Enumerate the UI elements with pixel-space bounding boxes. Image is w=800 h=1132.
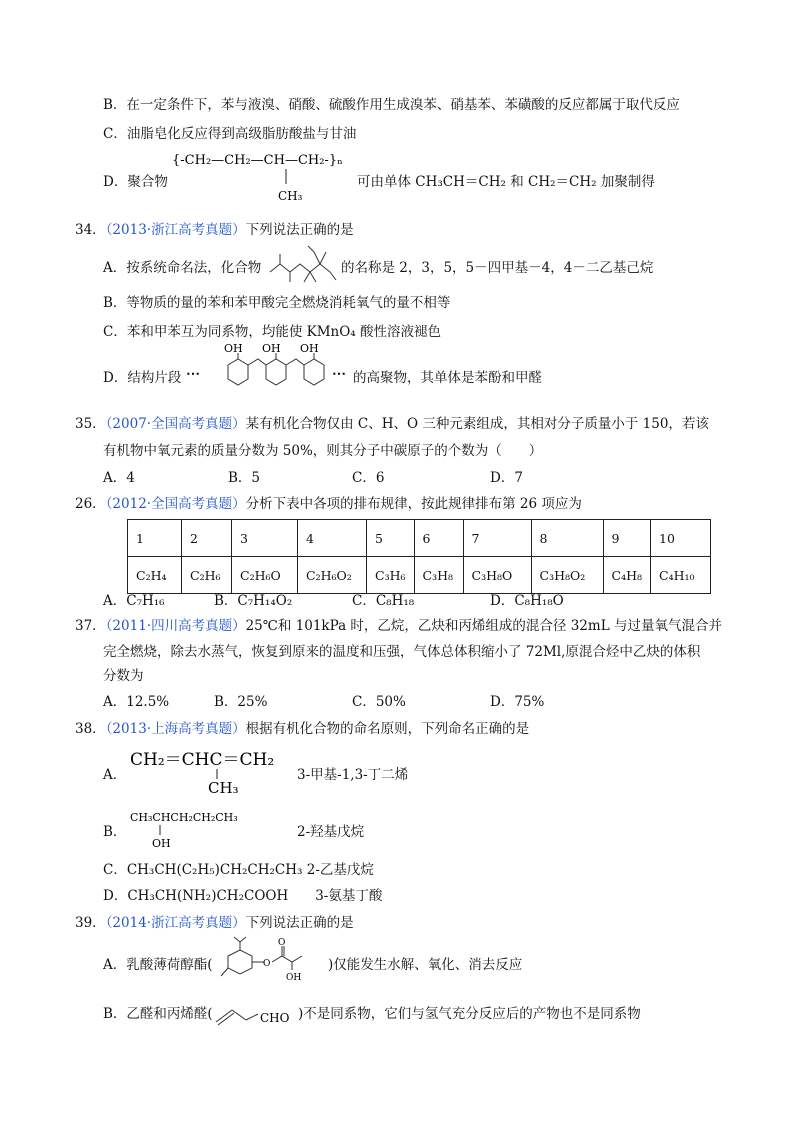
q38-option-a-label: A． <box>103 767 127 783</box>
table-cell: 10 <box>651 520 711 557</box>
table-cell: 4 <box>298 520 367 557</box>
q38-stem-text: 根据有机化合物的命名原则，下列命名正确的是 <box>245 721 530 737</box>
pentanol-structure <box>128 807 258 853</box>
q26-stem <box>75 494 582 514</box>
q26-option-c: C．C₈H₁₈ <box>352 593 415 609</box>
q34-option-a-suffix: 的名称是 2，3，5，5－四甲基－4，4－二乙基己烷 <box>341 260 654 276</box>
q38-source: （2013·上海高考真题） <box>105 721 246 737</box>
table-row-formula <box>128 557 711 594</box>
q26-stem-text: 分析下表中各项的排布规律，按此规律排布第 26 项应为 <box>245 496 582 512</box>
q33-option-c: C．油脂皂化反应得到高级脂肪酸盐与甘油 <box>103 126 357 142</box>
butadiene-formula: CH₂＝CHC＝CH₂ <box>130 750 275 770</box>
q38-option-a-name: 3-甲基-1,3-丁二烯 <box>297 767 409 783</box>
table-cell: C₂H₆O₂ <box>298 557 367 594</box>
q37-option-a: A．12.5% <box>103 694 170 710</box>
oh-label-1: OH <box>224 343 243 355</box>
table-cell: 3 <box>232 520 298 557</box>
q34-option-c: C．苯和甲苯互为同系物，均能使 KMnO₄ 酸性溶液褪色 <box>103 324 441 340</box>
q37-option-c: C．50% <box>352 694 406 710</box>
q34-option-d-prefix: D．结构片段 <box>103 370 182 386</box>
q26-option-b: B．C₇H₁₄O₂ <box>214 593 293 609</box>
polymer-structure <box>168 146 358 206</box>
lactate-hydroxyl: OH <box>286 973 302 983</box>
q34-option-a-prefix: A．按系统命名法，化合物 <box>103 260 262 276</box>
table-cell: C₃H₈O₂ <box>531 557 603 594</box>
polymer-text: {-CH₂—CH₂—CH—CH₂-}ₙ <box>172 153 343 168</box>
q37-stem-line3: 分数为 <box>103 668 144 684</box>
carbonyl-oxygen: O <box>278 938 286 948</box>
oh-label-2: OH <box>262 343 281 355</box>
q33-option-b: B．在一定条件下，苯与液溴、硝酸、硫酸作用生成溴苯、硝基苯、苯磺酸的反应都属于取代反应 <box>103 97 680 113</box>
q35-option-d: D．7 <box>490 470 523 486</box>
polymer-methyl: CH₃ <box>278 189 303 203</box>
table-cell: 2 <box>182 520 232 557</box>
table-cell: 8 <box>531 520 603 557</box>
q26-option-d: D．C₈H₁₈O <box>490 593 564 609</box>
q34-source: （2013·浙江高考真题） <box>105 222 246 238</box>
q38-stem <box>75 719 529 739</box>
q35-stem-line2: 有机物中氧元素的质量分数为 50%，则其分子中碳原子的个数为（ ） <box>103 443 543 459</box>
q35-option-b: B．5 <box>228 470 261 486</box>
butadiene-structure <box>128 745 278 797</box>
table-cell: 6 <box>414 520 463 557</box>
table-cell: C₄H₁₀ <box>651 557 711 594</box>
q35-number: 35． <box>75 416 106 432</box>
table-cell: C₂H₆ <box>182 557 232 594</box>
aldehyde-group: CHO <box>260 1011 290 1025</box>
q39-option-b-prefix: B．乙醛和丙烯醛( <box>103 1006 213 1022</box>
q26-source: （2012·全国高考真题） <box>105 496 246 512</box>
svg-text:⋯: ⋯ <box>186 366 200 382</box>
table-cell: 5 <box>367 520 415 557</box>
q37-option-b: B．25% <box>214 694 268 710</box>
q38-option-d: D．CH₃CH(NH₂)CH₂COOH 3-氨基丁酸 <box>103 888 383 904</box>
sequence-table <box>127 519 711 594</box>
q35-source: （2007·全国高考真题） <box>105 416 246 432</box>
q38-option-c: C．CH₃CH(C₂H₅)CH₂CH₂CH₃ 2-乙基戊烷 <box>103 862 374 878</box>
q39-source: （2014·浙江高考真题） <box>105 915 246 931</box>
table-row-index <box>128 520 711 557</box>
q33-option-d-prefix: D．聚合物 <box>103 174 168 190</box>
table-cell: C₃H₈ <box>414 557 463 594</box>
q39-option-b-suffix: )不是同系物，它们与氢气充分反应后的产物也不是同系物 <box>298 1006 641 1022</box>
q37-number: 37． <box>75 618 106 634</box>
table-cell: C₃H₆ <box>367 557 415 594</box>
q37-stem-text1: 25℃和 101kPa 时，乙烷，乙炔和丙烯组成的混合径 32mL 与过量氧气混合并 <box>245 618 722 634</box>
q35-option-c: C．6 <box>352 470 385 486</box>
ester-oxygen: O <box>263 959 271 969</box>
butadiene-methyl: CH₃ <box>208 779 239 797</box>
q34-option-d-suffix: 的高聚物，其单体是苯酚和甲醛 <box>353 370 542 386</box>
q38-option-b-label: B． <box>103 824 127 840</box>
q34-number: 34． <box>75 222 106 238</box>
table-cell: C₃H₈O <box>463 557 531 594</box>
q34-option-b: B．等物质的量的苯和苯甲酸完全燃烧消耗氧气的量不相等 <box>103 295 451 311</box>
table-cell: 9 <box>603 520 651 557</box>
pentanol-hydroxyl: OH <box>152 837 171 850</box>
q39-option-a-suffix: )仅能发生水解、氧化、消去反应 <box>328 957 523 973</box>
q38-number: 38． <box>75 721 106 737</box>
q34-stem <box>75 220 354 240</box>
skeletal-alkane-structure <box>268 244 340 284</box>
q35-stem-text1: 某有机化合物仅由 C、H、O 三种元素组成，其相对分子质量小于 150，若该 <box>245 416 709 432</box>
q37-option-d: D．75% <box>490 694 545 710</box>
q26-number: 26． <box>75 496 106 512</box>
q37-stem-line1 <box>75 616 722 636</box>
q35-stem-line1 <box>75 414 709 434</box>
table-cell: C₂H₆O <box>232 557 298 594</box>
q33-option-d-suffix: 可由单体 CH₃CH＝CH₂ 和 CH₂＝CH₂ 加聚制得 <box>357 174 655 190</box>
q35-option-a: A．4 <box>103 470 135 486</box>
pentanol-formula: CH₃CHCH₂CH₂CH₃ <box>130 811 238 824</box>
svg-text:⋯: ⋯ <box>332 366 346 382</box>
acrolein-structure <box>212 996 298 1030</box>
q37-source: （2011·四川高考真题） <box>105 618 246 634</box>
table-cell: C₂H₄ <box>128 557 182 594</box>
q37-stem-line2: 完全燃烧，除去水蒸气，恢复到原来的温度和压强，气体总体积缩小了 72Ml,原混合烃中乙炔的体积 <box>103 644 701 660</box>
q39-stem <box>75 913 354 933</box>
q39-stem-text: 下列说法正确的是 <box>245 915 354 931</box>
table-cell: 7 <box>463 520 531 557</box>
q38-option-b-name: 2-羟基戊烷 <box>297 824 365 840</box>
menthyl-lactate-structure <box>218 936 328 986</box>
oh-label-3: OH <box>300 343 319 355</box>
table-cell: C₄H₈ <box>603 557 651 594</box>
q39-option-a-prefix: A．乳酸薄荷醇酯( <box>103 957 213 973</box>
q34-stem-text: 下列说法正确的是 <box>245 222 354 238</box>
table-cell: 1 <box>128 520 182 557</box>
q26-option-a: A．C₇H₁₆ <box>103 593 165 609</box>
q39-number: 39． <box>75 915 106 931</box>
phenol-resin-fragment <box>186 343 352 399</box>
